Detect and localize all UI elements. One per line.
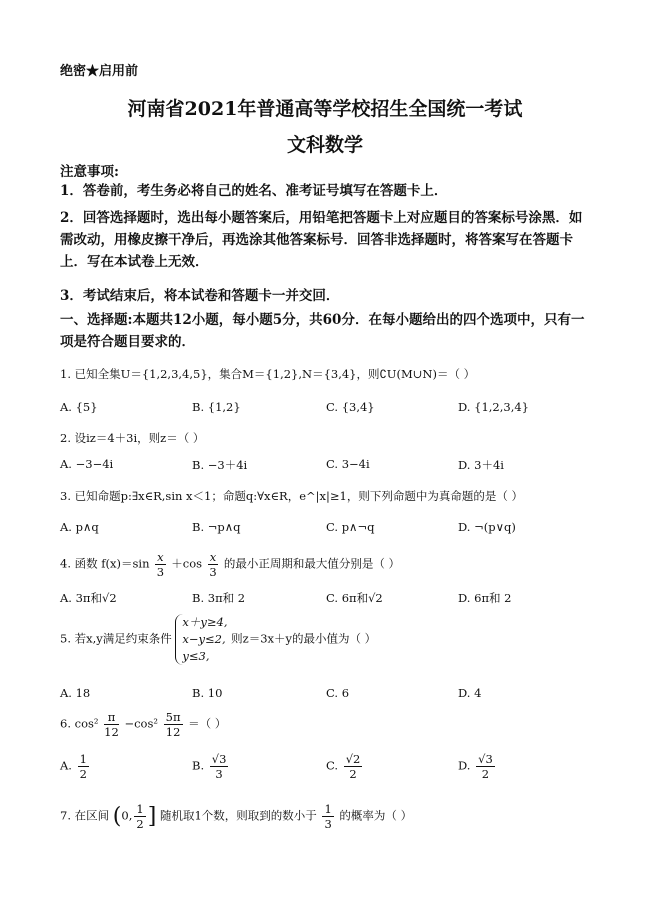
question-6-suffix: ＝（ ） [188,716,227,731]
question-6-option-a [60,752,91,781]
fraction-numerator: 5π [165,710,181,724]
option-letter: A. [60,758,72,773]
fraction-numerator: 1 [324,802,332,816]
fraction-numerator: √3 [211,752,227,766]
question-2-option-c: C. 3−4i [326,457,370,471]
question-6-fraction-1 [104,710,119,739]
question-6-stem [60,710,226,739]
exam-subject: 文科数学 [286,134,363,156]
fraction-numerator: x [157,550,164,564]
section-heading: 一、选择题:本题共12小题，每小题5分，共60分．在每小题给出的四个选项中，只有一项是符合题目要求的． [60,312,585,350]
question-6-mid: −cos² [124,716,158,731]
option-fraction [344,752,363,781]
question-1-option-c: C. {3,4} [326,400,375,414]
question-7-prefix: 7. 在区间 [60,808,110,823]
constraint-1: x＋y≥4, [182,615,228,629]
fraction-denominator: 2 [79,767,87,781]
question-4-option-c: C. 6π和√2 [326,591,383,605]
question-4-option-a: A. 3π和√2 [60,591,117,605]
question-6-prefix: 6. cos² [60,716,99,731]
question-4-stem [60,550,400,579]
question-4-prefix: 4. 函数 f(x)＝sin [60,556,150,571]
exam-title: 河南省2021年普通高等学校招生全国统一考试 [127,98,523,120]
fraction-denominator: 2 [481,767,490,781]
notice-heading: 注意事项: [60,164,119,180]
question-3-option-b: B. ¬p∧q [192,520,241,534]
interval-open-bracket: ( [112,804,122,829]
option-fraction [78,752,89,781]
question-3-option-d: D. ¬(p∨q) [458,520,516,534]
fraction-numerator: √3 [478,752,493,766]
constraint-3: y≤3, [182,649,210,663]
question-4-option-d: D. 6π和 2 [458,591,512,605]
option-letter: C. [326,758,339,773]
question-1-stem: 1. 已知全集U＝{1,2,3,4,5}，集合M＝{1,2},N＝{3,4}，则∁U(M∪N)＝（ ） [60,367,476,381]
question-7-stem [60,802,412,831]
question-1-option-d: D. {1,2,3,4} [458,400,529,414]
fraction-denominator: 3 [209,565,217,579]
question-5-option-a: A. 18 [60,686,91,700]
confidential-label: 绝密★启用前 [60,64,139,79]
question-5-prefix: 5. 若x,y满足约束条件 [60,631,172,646]
interval-close-bracket: ] [147,804,157,829]
question-2-option-b: B. −3＋4i [192,458,248,472]
interval-fraction [134,802,145,831]
question-5-suffix: 则z＝3x＋y的最小值为（ ） [231,631,377,646]
question-6-option-c [326,752,364,781]
notice-item-3: 3．考试结束后，将本试卷和答题卡一并交回． [60,288,340,304]
question-5-option-c: C. 6 [326,686,350,700]
question-1-option-a: A. {5} [60,400,98,414]
question-3-stem: 3. 已知命题p:∃x∈R,sin x＜1；命题q:∀x∈R，e^|x|≥1，则下列命题中为真命题的是（ ） [60,489,523,503]
interval-left: 0, [121,808,133,823]
option-letter: D. [458,758,471,773]
question-7-fraction [322,802,333,831]
question-6-fraction-2 [164,710,183,739]
option-letter: B. [192,758,205,773]
question-4-suffix: 的最小正周期和最大值分别是（ ） [223,556,401,571]
question-2-stem: 2. 设iz＝4＋3i，则z＝（ ） [60,431,205,445]
question-5-option-b: B. 10 [192,686,223,700]
fraction-numerator: 1 [79,752,87,766]
fraction-numerator: x [209,550,217,564]
question-7-suffix: 的概率为（ ） [339,808,413,823]
fraction-denominator: 3 [156,565,165,579]
question-6-option-d [458,752,497,781]
fraction-denominator: 3 [215,767,223,781]
question-2-option-d: D. 3＋4i [458,458,504,472]
fraction-denominator: 2 [136,817,144,831]
question-3-option-a: A. p∧q [60,520,99,534]
option-fraction [476,752,495,781]
question-7-mid: 随机取1个数，则取到的数小于 [159,808,317,823]
fraction-denominator: 12 [165,725,181,739]
question-4-mid: ＋cos [171,556,203,571]
notice-item-2: 2．回答选择题时，选出每小题答案后，用铅笔把答题卡上对应题目的答案标号涂黑．如需改动，用橡皮擦干净后，再选涂其他答案标号．回答非选择题时，将答案写在答题卡上．写在本试卷上无效． [60,210,583,270]
fraction-numerator: 1 [136,802,144,816]
question-2-option-a: A. −3−4i [60,457,114,471]
constraint-2: x−y≤2, [182,632,226,646]
option-fraction [210,752,229,781]
constraint-system [175,614,227,665]
question-4-option-b: B. 3π和 2 [192,591,246,605]
question-3-option-c: C. p∧¬q [326,520,375,534]
fraction-numerator: π [104,710,119,725]
notice-item-1: 1．答卷前，考生务必将自己的姓名、准考证号填写在答题卡上． [60,183,448,199]
question-4-fraction-2 [208,550,219,579]
fraction-denominator: 2 [349,767,357,781]
question-6-option-b [192,752,230,781]
question-5-stem [60,614,376,665]
question-4-fraction-1 [155,550,166,579]
fraction-denominator: 3 [324,817,332,831]
question-1-option-b: B. {1,2} [192,400,241,414]
fraction-denominator: 12 [104,725,119,739]
question-5-option-d: D. 4 [458,686,482,700]
fraction-numerator: √2 [345,752,361,766]
